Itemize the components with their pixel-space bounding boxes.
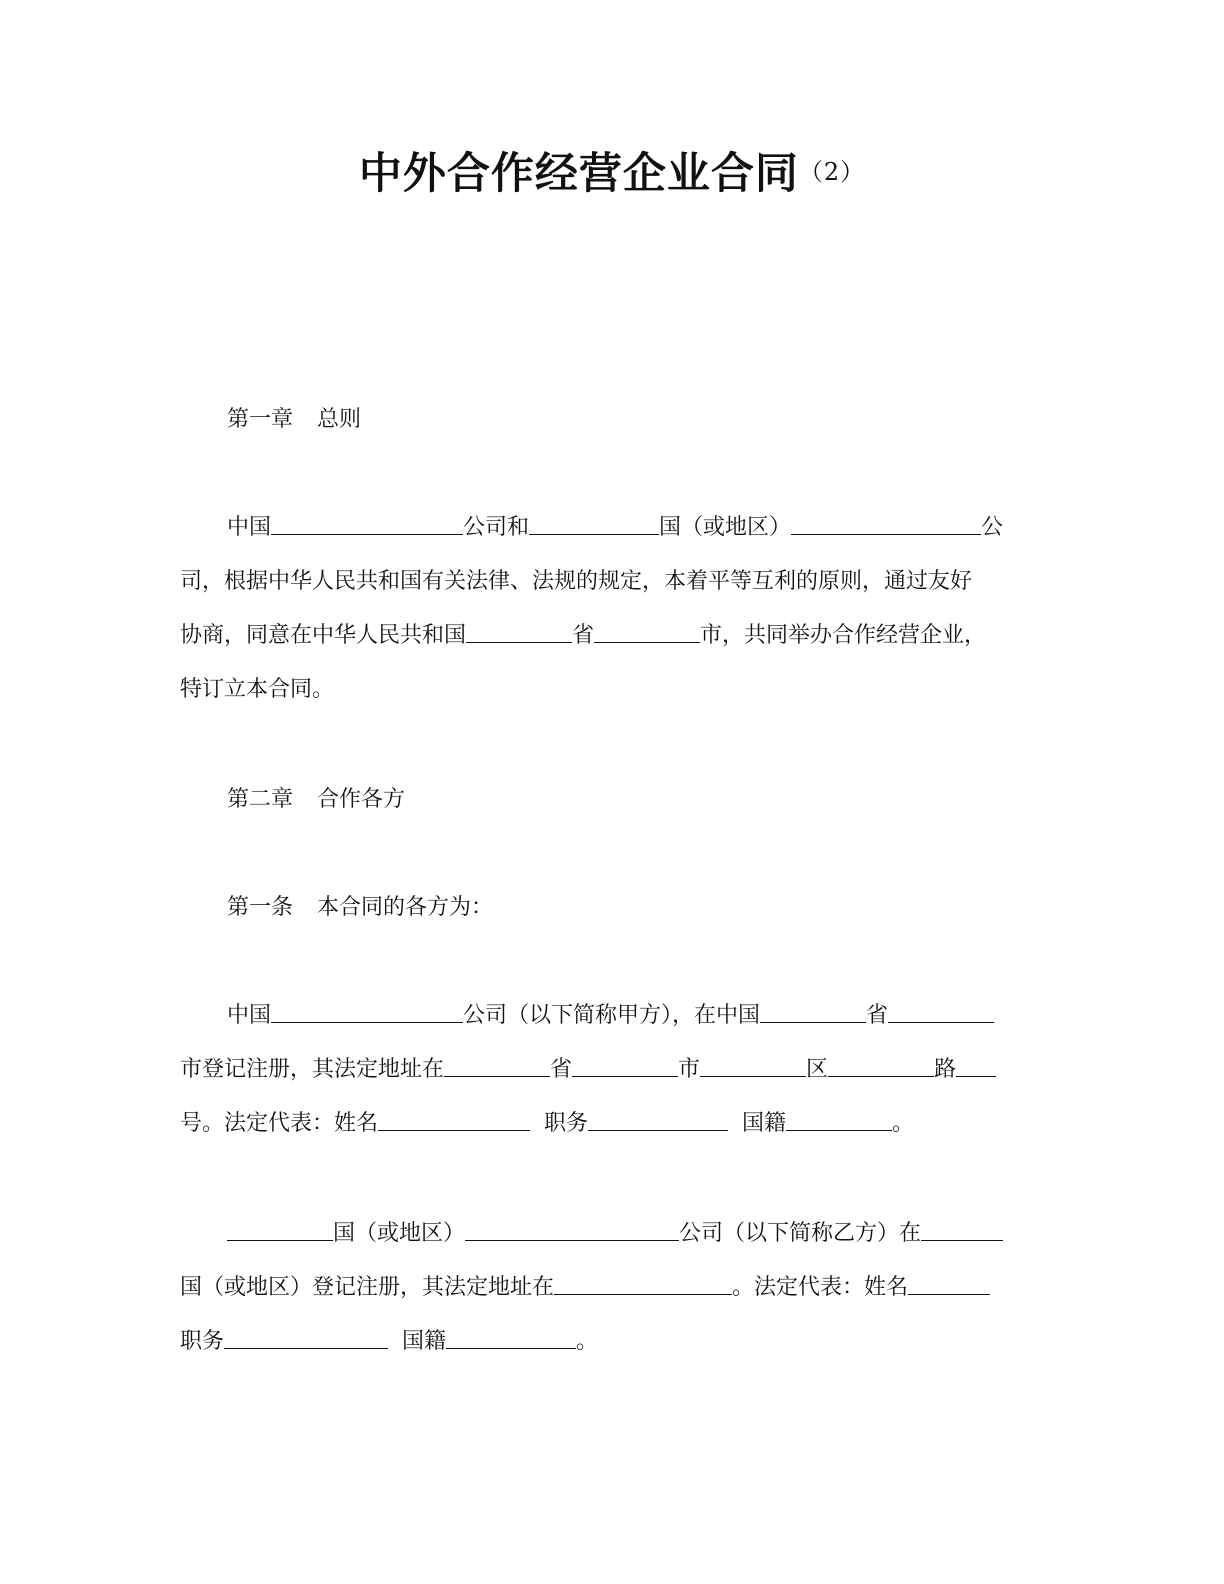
blank-field[interactable] <box>888 1000 994 1023</box>
chapter-1-number: 第一章 <box>227 407 294 432</box>
party-b-text: 职务 <box>180 1329 225 1354</box>
party-a-paragraph <box>180 989 1036 1151</box>
blank-field[interactable] <box>529 512 659 535</box>
article-1-text: 本合同的各方为： <box>317 895 494 920</box>
party-b-line-3 <box>180 1315 1036 1369</box>
party-a-text: 公司（以下简称甲方），在中国 <box>463 1003 761 1028</box>
preamble-text: 公司和 <box>463 515 530 540</box>
blank-field[interactable] <box>465 1218 679 1241</box>
blank-field[interactable] <box>271 1000 463 1023</box>
blank-field[interactable] <box>466 620 572 643</box>
blank-field[interactable] <box>921 1218 1003 1241</box>
chapter-1-name: 总则 <box>317 407 362 432</box>
preamble-text: 省 <box>572 623 595 648</box>
blank-field[interactable] <box>572 1054 678 1077</box>
party-a-text: 省 <box>550 1057 573 1082</box>
blank-field[interactable] <box>828 1054 934 1077</box>
blank-field[interactable] <box>227 1218 333 1241</box>
party-a-text: 职务 <box>544 1111 589 1136</box>
article-1-heading <box>180 881 1036 935</box>
chapter-2-name: 合作各方 <box>317 787 406 812</box>
party-b-text: 国（或地区）登记注册，其法定地址在 <box>180 1275 555 1300</box>
party-a-text: 省 <box>866 1003 889 1028</box>
party-b-text: 。 <box>576 1329 599 1354</box>
preamble-text: 中国 <box>227 515 272 540</box>
preamble-text: 公 <box>981 515 1004 540</box>
preamble-line-2: 司，根据中华人民共和国有关法律、法规的规定，本着平等互利的原则，通过友好 <box>180 569 973 594</box>
party-b-text: 。法定代表：姓名 <box>732 1275 909 1300</box>
blank-field[interactable] <box>908 1272 990 1295</box>
party-a-text: 中国 <box>227 1003 272 1028</box>
blank-field[interactable] <box>588 1108 728 1131</box>
title-suffix: （2） <box>798 158 866 186</box>
blank-field[interactable] <box>444 1054 550 1077</box>
party-b-text: 国（或地区） <box>333 1221 466 1246</box>
blank-field[interactable] <box>700 1054 806 1077</box>
chapter-1-heading <box>180 393 1036 447</box>
preamble-line-3 <box>180 609 1036 663</box>
article-1-number: 第一条 <box>227 895 294 920</box>
party-b-text: 国籍 <box>402 1329 447 1354</box>
party-a-text: 市登记注册，其法定地址在 <box>180 1057 445 1082</box>
preamble-text: 国（或地区） <box>659 515 792 540</box>
title-main: 中外合作经营企业合同 <box>358 149 799 199</box>
party-a-text: 号。法定代表：姓名 <box>180 1111 379 1136</box>
party-a-line-1 <box>180 989 1036 1043</box>
chapter-2-heading <box>180 773 1036 827</box>
party-a-text: 区 <box>806 1057 829 1082</box>
blank-field[interactable] <box>378 1108 530 1131</box>
party-b-text: 公司（以下简称乙方）在 <box>679 1221 922 1246</box>
party-a-text: 国籍 <box>742 1111 787 1136</box>
preamble-text: 协商，同意在中华人民共和国 <box>180 623 467 648</box>
blank-field[interactable] <box>760 1000 866 1023</box>
party-a-text: 。 <box>892 1111 915 1136</box>
blank-field[interactable] <box>786 1108 892 1131</box>
chapter-2-number: 第二章 <box>227 787 294 812</box>
party-a-line-3 <box>180 1097 1036 1151</box>
preamble-text: 市，共同举办合作经营企业， <box>700 623 987 648</box>
preamble-line-4: 特订立本合同。 <box>180 677 335 702</box>
blank-field[interactable] <box>224 1326 388 1349</box>
blank-field[interactable] <box>956 1054 996 1077</box>
blank-field[interactable] <box>594 620 700 643</box>
party-a-text: 市 <box>678 1057 701 1082</box>
party-b-paragraph <box>180 1207 1036 1369</box>
party-b-line-1 <box>180 1207 1036 1261</box>
blank-field[interactable] <box>791 512 981 535</box>
party-a-line-2 <box>180 1043 1036 1097</box>
party-a-text: 路 <box>934 1057 957 1082</box>
preamble-line-1 <box>180 501 1036 555</box>
document-title <box>0 140 1224 206</box>
preamble-paragraph <box>180 501 1036 717</box>
blank-field[interactable] <box>554 1272 732 1295</box>
blank-field[interactable] <box>271 512 463 535</box>
party-b-line-2 <box>180 1261 1036 1315</box>
blank-field[interactable] <box>446 1326 576 1349</box>
